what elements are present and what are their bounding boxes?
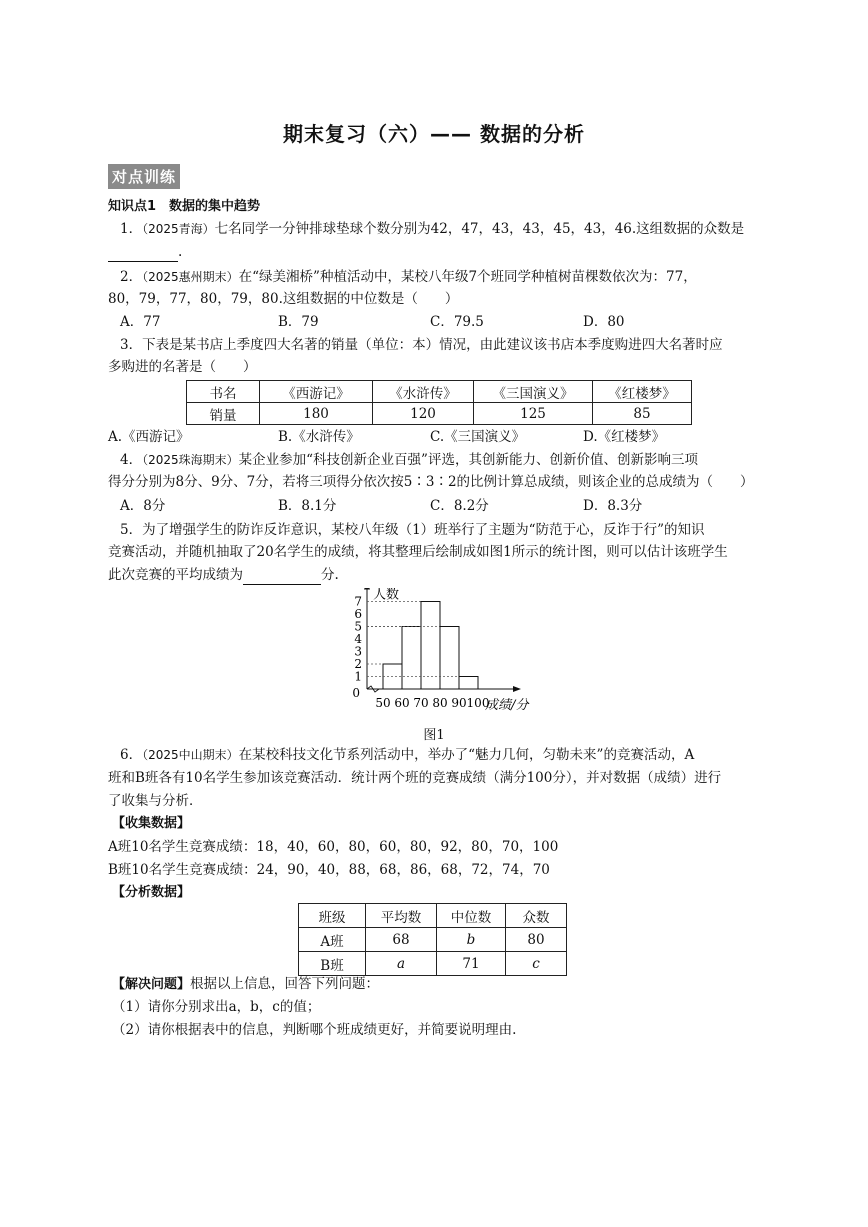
y-tick-label: 1	[354, 669, 362, 684]
q1-blank	[108, 243, 178, 262]
q3-row-cell: 120	[373, 403, 474, 425]
q6-cell: c	[506, 952, 567, 976]
q3-header-cell: 书名	[187, 381, 260, 403]
q2-option-a: A．77	[120, 314, 161, 330]
q6-source: （2025中山期末）	[142, 748, 239, 762]
x-axis-label: 成绩/分	[485, 698, 529, 713]
origin-label: 0	[352, 686, 360, 700]
q3-row-cell: 125	[474, 403, 593, 425]
q3-text-2: 多购进的名著是（ ）	[108, 359, 257, 375]
q3-header-cell: 《三国演义》	[474, 381, 593, 403]
q3-sales-table	[186, 380, 692, 425]
q2-option-d: D．80	[583, 314, 625, 330]
q4-option-c: C．8.2分	[430, 498, 489, 514]
q6-header-cell: 众数	[506, 904, 567, 928]
q3-row-cell: 180	[260, 403, 373, 425]
class-a-scores: A班10名学生竞赛成绩：18，40，60，80，60，80，92，80，70，100	[108, 839, 559, 855]
question-2	[120, 268, 697, 286]
q6-cell: A班	[299, 928, 366, 952]
y-tick-label: 5	[354, 619, 362, 634]
q3-header-cell: 《红楼梦》	[593, 381, 692, 403]
histogram-bar	[402, 627, 421, 690]
x-tick-label: 70	[413, 696, 429, 710]
y-tick-label: 7	[354, 594, 362, 609]
q4-option-b: B．8.1分	[278, 498, 337, 514]
question-6	[120, 746, 694, 764]
q5-text-2: 竞赛活动，并随机抽取了20名学生的成绩，将其整理后绘制成如图1所示的统计图，则可以估计该班学生	[108, 544, 728, 560]
q6-cell: 68	[366, 928, 437, 952]
q4-text-2: 得分分别为8分、9分、7分，若将三项得分依次按5∶3∶2的比例计算总成绩，则该企业的总成绩为（ ）	[108, 474, 754, 490]
q6-cell: B班	[299, 952, 366, 976]
q6-text-3: 了收集与分析．	[108, 793, 203, 809]
q6-text-1: 在某校科技文化节系列活动中，举办了“魅力几何，匀勒未来”的竞赛活动，A	[238, 747, 695, 763]
histogram-bar	[421, 602, 440, 690]
q1-answer-line	[108, 243, 182, 262]
q2-text-2: 80，79，77，80，79，80.这组数据的中位数是（ ）	[108, 291, 459, 307]
q4-text-1: 某企业参加“科技创新企业百强”评选，其创新能力、创新价值、创新影响三项	[238, 452, 698, 468]
q3-header-cell: 《水浒传》	[373, 381, 474, 403]
q6-analysis-table	[298, 903, 567, 976]
y-tick-label: 6	[354, 607, 362, 621]
question-1	[120, 220, 744, 238]
collect-data-heading: 【收集数据】	[112, 816, 191, 831]
q1-number: 1．	[120, 221, 143, 237]
q4-option-a: A．8分	[120, 498, 166, 514]
q3-option-c: C.《三国演义》	[430, 429, 526, 445]
q6-part-2: （2）请你根据表中的信息，判断哪个班成绩更好，并简要说明理由.	[112, 1022, 517, 1038]
x-tick-label: 80	[432, 696, 448, 710]
q2-source: （2025惠州期末）	[142, 270, 239, 284]
q5-blank	[243, 566, 321, 585]
q4-source: （2025珠海期末）	[142, 453, 239, 467]
q3-row-cell: 销量	[187, 403, 260, 425]
q6-text-2: 班和B班各有10名学生参加该竞赛活动．统计两个班的竞赛成绩（满分100分），并对数据（成绩）进行	[108, 770, 722, 786]
q6-header-cell: 中位数	[437, 904, 506, 928]
analyze-data-heading: 【分析数据】	[112, 885, 191, 900]
q6-header-cell: 班级	[299, 904, 366, 928]
x-tick-label: 60	[394, 696, 410, 710]
q3-option-d: D.《红楼梦》	[583, 429, 666, 445]
q6-cell: a	[366, 952, 437, 976]
q5-text-1: 5．为了增强学生的防诈反诈意识，某校八年级（1）班举行了主题为“防范于心，反诈于行”的知识	[120, 522, 705, 538]
x-axis-arrow	[513, 686, 521, 692]
x-tick-label: 50	[375, 696, 391, 710]
solve-problem-line	[112, 975, 379, 994]
q1-tail: .	[178, 244, 183, 260]
q5-text-3b: 分.	[321, 567, 339, 583]
q6-part-1: （1）请你分别求出a，b，c的值；	[112, 999, 321, 1015]
solve-problem-text: 根据以上信息，回答下列问题：	[190, 976, 380, 992]
q5-text-3a: 此次竞赛的平均成绩为	[108, 567, 243, 583]
y-tick-label: 2	[354, 657, 362, 671]
q1-text: 七名同学一分钟排球垫球个数分别为42，47，43，43，45，43，46.这组数据的众数是	[214, 221, 745, 237]
q3-text-1: 3．下表是某书店上季度四大名著的销量（单位：本）情况，由此建议该书店本季度购进四大名著时应	[120, 337, 723, 353]
q3-option-b: B.《水浒传》	[278, 429, 360, 445]
x-tick-label: 90	[451, 696, 467, 710]
q5-text-3	[108, 566, 339, 585]
q6-number: 6．	[120, 747, 143, 763]
x-tick-label: 100	[466, 696, 490, 710]
q6-header-cell: 平均数	[366, 904, 437, 928]
q2-option-c: C．79.5	[430, 314, 484, 330]
q1-source: （2025青海）	[142, 222, 215, 236]
y-axis-arrow	[364, 588, 370, 590]
q2-number: 2．	[120, 269, 143, 285]
y-tick-label: 4	[354, 632, 362, 646]
q3-header-cell: 《西游记》	[260, 381, 373, 403]
y-axis-label: 人数	[373, 588, 400, 603]
q6-cell: 71	[437, 952, 506, 976]
knowledge-point-heading: 知识点1 数据的集中趋势	[108, 199, 261, 214]
histogram-chart	[345, 588, 555, 723]
q2-option-b: B．79	[278, 314, 319, 330]
y-tick-label: 3	[354, 644, 362, 659]
histogram-bar	[459, 677, 478, 690]
q3-option-a: A.《西游记》	[108, 429, 190, 445]
q2-text-1: 在“绿美湘桥”种植活动中，某校八年级7个班同学种植树苗棵数依次为：77，	[238, 269, 697, 285]
q3-row-cell: 85	[593, 403, 692, 425]
histogram-bar	[440, 627, 459, 690]
class-b-scores: B班10名学生竞赛成绩：24，90，40，88，68，86，68，72，74，70	[108, 862, 550, 878]
page-title: 期末复习（六）—— 数据的分析	[283, 122, 585, 146]
q6-cell: b	[437, 928, 506, 952]
q6-cell: 80	[506, 928, 567, 952]
q4-number: 4．	[120, 452, 143, 468]
section-badge: 对点训练	[108, 164, 180, 189]
solve-problem-heading: 【解决问题】	[112, 977, 191, 992]
figure-caption: 图1	[423, 728, 445, 743]
q4-option-d: D．8.3分	[583, 498, 643, 514]
question-4	[120, 451, 698, 469]
